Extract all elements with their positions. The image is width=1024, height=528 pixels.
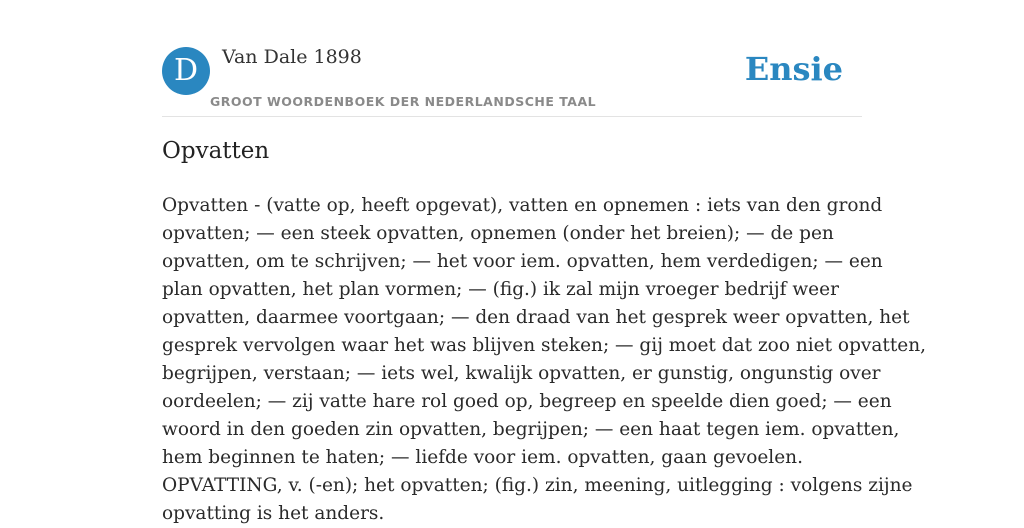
dictionary-header: [162, 44, 862, 117]
definition-line: hem beginnen te haten; — liefde voor iem. opvatten, gaan gevoelen.: [162, 447, 803, 468]
dictionary-title[interactable]: Van Dale 1898: [222, 46, 362, 68]
definition-line: Opvatten - (vatte op, heeft opgevat), vatten en opnemen : iets van den grond: [162, 195, 883, 216]
dictionary-subtitle: GROOT WOORDENBOEK DER NEDERLANDSCHE TAAL: [210, 94, 597, 109]
definition-line: gesprek vervolgen waar het was blijven steken; — gij moet dat zoo niet opvatten,: [162, 335, 927, 356]
definition-line: begrijpen, verstaan; — iets wel, kwalijk opvatten, er gunstig, ongunstig over: [162, 363, 881, 384]
definition-line: opvatten; — een steek opvatten, opnemen (onder het breien); — de pen: [162, 223, 834, 244]
definition: [162, 192, 927, 528]
dictionary-logo[interactable]: D: [162, 47, 210, 95]
headword: Opvatten: [162, 138, 270, 164]
definition-line: woord in den goeden zin opvatten, begrijpen; — een haat tegen iem. opvatten,: [162, 419, 900, 440]
definition-line: opvatten, daarmee voortgaan; — den draad van het gesprek weer opvatten, het: [162, 307, 910, 328]
definition-line: opvatting is het anders.: [162, 503, 385, 524]
definition-line: OPVATTING, v. (-en); het opvatten; (fig.) zin, meening, uitlegging : volgens zijne: [162, 475, 913, 496]
definition-line: oordeelen; — zij vatte hare rol goed op, begreep en speelde dien goed; — een: [162, 391, 892, 412]
definition-line: plan opvatten, het plan vormen; — (fig.) ik zal mijn vroeger bedrijf weer: [162, 279, 839, 300]
brand-logo[interactable]: Ensie: [744, 50, 843, 88]
definition-line: opvatten, om te schrijven; — het voor iem. opvatten, hem verdedigen; — een: [162, 251, 883, 272]
